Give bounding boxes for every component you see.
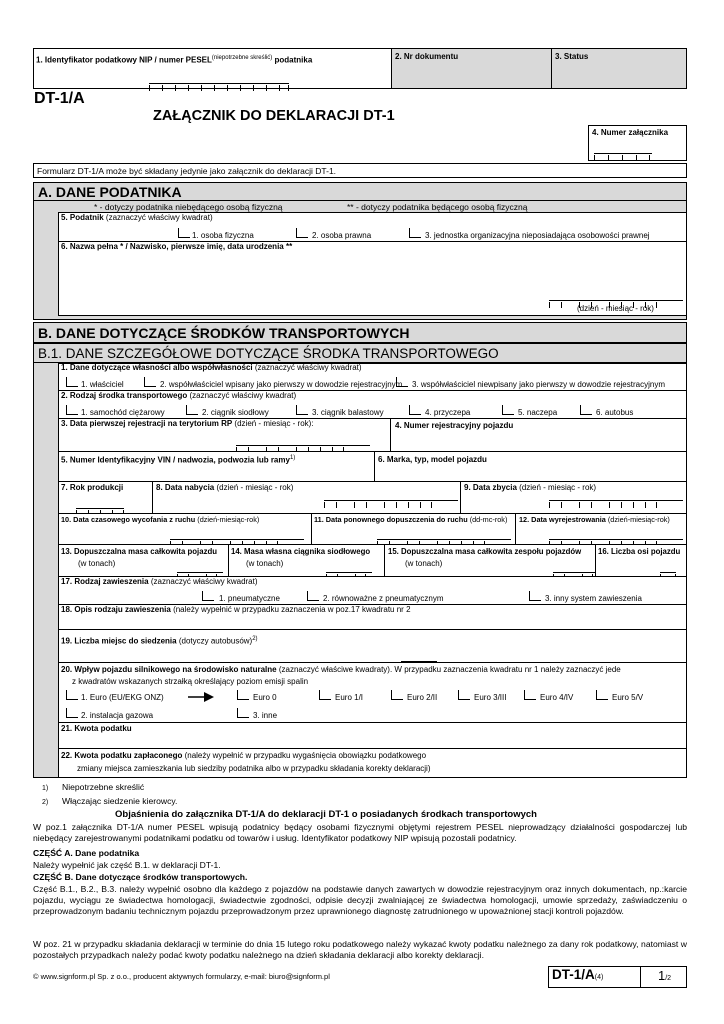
checkbox-euro1[interactable] bbox=[319, 690, 331, 700]
checkbox-equivalent[interactable] bbox=[307, 591, 319, 601]
opt-legal-person: 2. osoba prawna bbox=[312, 231, 372, 240]
environment-hint: z kwadratów wskazanych strzałką określający poziom emisji spalin bbox=[72, 677, 309, 686]
checkbox-euro2[interactable] bbox=[391, 690, 403, 700]
axle-count-label: 16. Liczba osi pojazdu bbox=[598, 547, 681, 556]
checkbox-euro5[interactable] bbox=[596, 690, 608, 700]
axle-count-input[interactable] bbox=[660, 567, 676, 573]
footer-divider bbox=[640, 966, 641, 988]
document-number-label: 2. Nr dokumentu bbox=[395, 52, 459, 61]
deregistration-date-input[interactable] bbox=[549, 534, 683, 540]
checkbox-semitrailer[interactable] bbox=[502, 405, 514, 415]
page-number: 1/2 bbox=[658, 968, 672, 983]
full-name-label: 6. Nazwa pełna * / Nazwisko, pierwsze imię, data urodzenia ** bbox=[61, 242, 293, 251]
legend-person: ** - dotyczy podatnika będącego osobą fizyczną bbox=[347, 202, 528, 212]
suspension-type-label: 17. Rodzaj zawieszenia (zaznaczyć właściwy kwadrat) bbox=[61, 577, 258, 586]
opt-tractor: 2. ciągnik siodłowy bbox=[202, 408, 269, 417]
checkbox-euro4[interactable] bbox=[524, 690, 536, 700]
checkbox-euro0[interactable] bbox=[237, 690, 249, 700]
opt-org-unit: 3. jednostka organizacyjna nieposiadająca osobowości prawnej bbox=[425, 231, 650, 240]
part-a-text: Należy wypełnić jak część B.1. w deklaracji DT-1. bbox=[33, 860, 221, 870]
checkbox-tractor[interactable] bbox=[186, 405, 198, 415]
tractor-weight-input[interactable] bbox=[326, 567, 372, 573]
first-registration-input[interactable] bbox=[236, 440, 370, 446]
sale-date-label: 9. Data zbycia (dzień - miesiąc - rok) bbox=[464, 483, 597, 492]
opt-euro1: Euro 1/I bbox=[335, 693, 364, 702]
part-b-text: Część B.1., B.2., B.3. należy wypełnić osobno dla każdego z pojazdów na podstawie danych zawartych w dowodzie rejestracyjnym oraz innych dokumentach, np.:karcie pojazdu, wyciągu ze świadectwa homologacji, świadectwie zgodności, odpisie decyzji zwalniającej ze świadectwa homologacji, umowie sprzedaży, zaświadczeniu o przeprowadzonym badaniu technicznym pojazdu przeprowadzonym przez uprawnionego diagnostę zatrudnionego w upoważnionej stacji kontroli pojazdów. bbox=[33, 884, 687, 916]
nip-label: 1. Identyfikator podatkowy NIP / numer $PESEL^{(niepotrzebne skreślić)}$ podatnika bbox=[36, 55, 313, 65]
part-a-title: CZĘŚĆ A. Dane podatnika bbox=[33, 848, 140, 858]
attachment-number-input[interactable] bbox=[594, 148, 652, 154]
ownership-label: 1. Dane dotyczące własności albo współwłasności (zaznaczyć właściwy kwadrat) bbox=[61, 363, 362, 372]
footer-form-code: DT-1/A(4) bbox=[552, 967, 604, 982]
tax-amount-field[interactable] bbox=[58, 722, 687, 749]
purchase-date-label: 8. Data nabycia (dzień - miesiąc - rok) bbox=[156, 483, 294, 492]
opt-euro3: Euro 3/III bbox=[474, 693, 507, 702]
registration-number-label: 4. Numer rejestracyjny pojazdu bbox=[395, 421, 514, 430]
status-label: 3. Status bbox=[555, 52, 589, 61]
combination-weight-unit: (w tonach) bbox=[405, 559, 443, 568]
checkbox-natural-person[interactable] bbox=[178, 228, 190, 238]
opt-euro5: Euro 5/V bbox=[612, 693, 644, 702]
opt-bus: 6. autobus bbox=[596, 408, 634, 417]
checkbox-truck[interactable] bbox=[66, 405, 78, 415]
copyright: © www.signform.pl Sp. z o.o., producent aktywnych formularzy, e-mail: biuro@signform.pl bbox=[33, 972, 330, 981]
gross-weight-label: 13. Dopuszczalna masa całkowita pojazdu bbox=[61, 547, 217, 556]
form-code: DT-1/A bbox=[34, 90, 85, 107]
section-b-header: B. DANE DOTYCZĄCE ŚRODKÓW TRANSPORTOWYCH bbox=[33, 322, 687, 343]
opt-other-coowner: 3. współwłaściciel niewpisany jako pierwszy w dowodzie rejestracyjnym bbox=[412, 380, 665, 389]
sale-date-input[interactable] bbox=[549, 495, 683, 501]
checkbox-gas[interactable] bbox=[66, 708, 78, 718]
opt-euro: 1. Euro (EU/EKG ONZ) bbox=[81, 693, 164, 702]
combination-weight-label: 15. Dopuszczalna masa całkowita zespołu pojazdów bbox=[388, 547, 582, 556]
checkbox-euro3[interactable] bbox=[458, 690, 470, 700]
opt-gas: 2. instalacja gazowa bbox=[81, 711, 154, 720]
opt-euro2: Euro 2/II bbox=[407, 693, 438, 702]
checkbox-other-coowner[interactable] bbox=[396, 377, 408, 387]
opt-natural-person: 1. osoba fizyczna bbox=[192, 231, 254, 240]
deregistration-date-label: 12. Data wyrejestrowania (dzień-miesiąc-rok) bbox=[519, 515, 670, 524]
footnote-2: 2) Włączając siedzenie kierowcy. bbox=[42, 796, 178, 806]
tractor-weight-unit: (w tonach) bbox=[246, 559, 284, 568]
checkbox-other-env[interactable] bbox=[237, 708, 249, 718]
explanation-last: W poz. 21 w przypadku składania deklaracji w terminie do dnia 15 lutego roku podatkowego należy wykazać kwoty podatku należnego za dany rok podatkowy, natomiast w pozostałych przypadkach należy podać kwoty podatku należnego na dzień składania deklaracji albo korekty deklaracji. bbox=[33, 939, 687, 960]
opt-first-coowner: 2. współwłaściciel wpisany jako pierwszy w dowodzie rejestracyjnym bbox=[160, 380, 403, 389]
opt-owner: 1. właściciel bbox=[81, 380, 124, 389]
checkbox-pneumatic[interactable] bbox=[202, 591, 214, 601]
tax-paid-hint: zmiany miejsca zamieszkania lub siedziby podatnika albo w przypadku składania korekty deklaracji) bbox=[77, 764, 431, 773]
form-note: Formularz DT-1/A może być składany jedynie jako załącznik do deklaracji DT-1. bbox=[37, 166, 337, 176]
explanation-title: Objaśnienia do załącznika DT-1/A do deklaracji DT-1 o posiadanych środkach transportowych bbox=[115, 809, 537, 820]
suspension-description-label: 18. Opis rodzaju zawieszenia (należy wypełnić w przypadku zaznaczenia w poz.17 kwadratu nr 2 bbox=[61, 605, 411, 614]
make-model-label: 6. Marka, typ, model pojazdu bbox=[378, 455, 487, 464]
production-year-label: 7. Rok produkcji bbox=[61, 483, 124, 492]
tax-amount-label: 21. Kwota podatku bbox=[61, 724, 132, 733]
opt-other-env: 3. inne bbox=[253, 711, 278, 720]
page-title: ZAŁĄCZNIK DO DEKLARACJI DT-1 bbox=[153, 108, 395, 124]
section-a-header: A. DANE PODATNIKA bbox=[33, 182, 687, 201]
checkbox-euro[interactable] bbox=[66, 690, 78, 700]
tax-paid-label: 22. Kwota podatku zapłaconego (należy wypełnić w przypadku wygaśnięcia obowiązku podatkowego bbox=[61, 751, 427, 760]
opt-semitrailer: 5. naczepa bbox=[518, 408, 558, 417]
attachment-number-label: 4. Numer załącznika bbox=[592, 128, 669, 137]
checkbox-trailer[interactable] bbox=[409, 405, 421, 415]
footnote-1: 1) Niepotrzebne skreślić bbox=[42, 782, 145, 792]
checkbox-other-suspension[interactable] bbox=[529, 591, 541, 601]
part-b-title: CZĘŚĆ B. Dane dotyczące środków transportowych. bbox=[33, 872, 248, 882]
opt-euro0: Euro 0 bbox=[253, 693, 277, 702]
explanation-p1: W poz.1 załącznika DT-1/A numer PESEL wpisują podatnicy będący osobami fizycznymi objętymi rejestrem PESEL nieprowadzący działalności gospodarczej lub niebędący zarejestrowanymi podatnikami podatku od towarów i usług. Identyfikator podatkowy NIP wpisują pozostali podatnicy. bbox=[33, 822, 687, 843]
production-year-input[interactable] bbox=[76, 503, 124, 509]
withdrawal-date-input[interactable] bbox=[170, 534, 304, 540]
opt-equivalent: 2. równoważne z pneumatycznym bbox=[323, 594, 444, 603]
checkbox-first-coowner[interactable] bbox=[144, 377, 156, 387]
readmission-date-input[interactable] bbox=[377, 534, 511, 540]
checkbox-bus[interactable] bbox=[580, 405, 592, 415]
checkbox-ballast-tractor[interactable] bbox=[296, 405, 308, 415]
opt-euro4: Euro 4/IV bbox=[540, 693, 574, 702]
checkbox-owner[interactable] bbox=[66, 377, 78, 387]
birth-date-input[interactable] bbox=[549, 295, 683, 301]
withdrawal-date-label: 10. Data czasowego wycofania z ruchu (dzień-miesiąc-rok) bbox=[61, 515, 260, 524]
gross-weight-unit: (w tonach) bbox=[78, 559, 116, 568]
arrow-right-icon bbox=[188, 692, 214, 702]
opt-ballast-tractor: 3. ciągnik balastowy bbox=[312, 408, 384, 417]
opt-trailer: 4. przyczepa bbox=[425, 408, 471, 417]
opt-truck: 1. samochód ciężarowy bbox=[81, 408, 165, 417]
opt-other-suspension: 3. inny system zawieszenia bbox=[545, 594, 642, 603]
environment-label: 20. Wpływ pojazdu silnikowego na środowisko naturalne (zaznaczyć właściwe kwadraty). W przypadku zaznaczenia kwadratu nr 1 należy zaznaczyć jede bbox=[61, 665, 621, 674]
readmission-date-label: 11. Data ponownego dopuszczenia do ruchu (dd-mc-rok) bbox=[314, 515, 508, 524]
gross-weight-input[interactable] bbox=[177, 567, 223, 573]
first-registration-label: 3. Data pierwszej rejestracji na terytorium RP (dzień - miesiąc - rok): bbox=[61, 419, 314, 428]
taxpayer-type-label: 5. Podatnik (zaznaczyć właściwy kwadrat) bbox=[61, 213, 213, 222]
seats-label: 19. Liczba miejsc do siedzenia (dotyczy autobusów)$^{2)}$ bbox=[61, 636, 258, 646]
section-b1-header: B.1. DANE SZCZEGÓŁOWE DOTYCZĄCE ŚRODKA TRANSPORTOWEGO bbox=[33, 343, 687, 363]
tractor-weight-label: 14. Masa własna ciągnika siodłowego bbox=[231, 547, 371, 556]
purchase-date-input[interactable] bbox=[324, 495, 458, 501]
seats-field[interactable] bbox=[58, 629, 687, 663]
birth-date-hint: (dzień - miesiąc - rok) bbox=[577, 304, 654, 313]
combination-weight-input[interactable] bbox=[553, 567, 599, 573]
legend-nonperson: * - dotyczy podatnika niebędącego osobą fizyczną bbox=[94, 202, 283, 212]
checkbox-legal-person[interactable] bbox=[296, 228, 308, 238]
vin-label: 5. Numer Identyfikacyjny VIN / nadwozia, podwozia lub ramy$^{1)}$ bbox=[61, 455, 296, 465]
vehicle-type-label: 2. Rodzaj środka transportowego (zaznaczyć właściwy kwadrat) bbox=[61, 391, 297, 400]
checkbox-org-unit[interactable] bbox=[409, 228, 421, 238]
nip-input[interactable] bbox=[149, 78, 289, 84]
opt-pneumatic: 1. pneumatyczne bbox=[219, 594, 280, 603]
